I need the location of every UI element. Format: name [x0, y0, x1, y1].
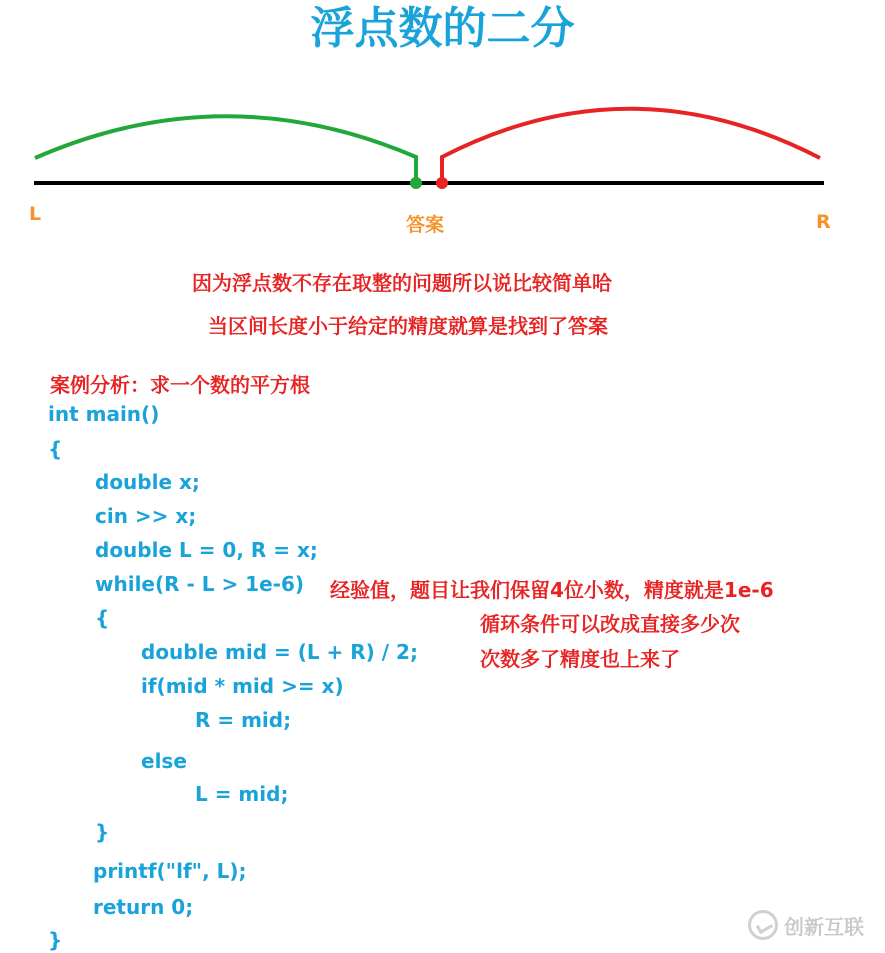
page-title: 浮点数的二分 — [310, 3, 575, 54]
example-heading: 案例分析：求一个数的平方根 — [50, 373, 310, 397]
watermark-logo-icon — [748, 910, 778, 940]
code-line: } — [95, 820, 110, 844]
right-interval-arc — [442, 109, 820, 182]
left-bound-label: L — [29, 203, 42, 225]
side-note: 循环条件可以改成直接多少次 — [480, 612, 740, 636]
watermark — [748, 905, 864, 945]
code-line: int main() — [48, 402, 160, 426]
side-note: 次数多了精度也上来了 — [480, 647, 680, 671]
code-line: else — [141, 749, 187, 773]
code-line: L = mid; — [195, 782, 289, 806]
code-line: return 0; — [93, 895, 194, 919]
code-line: double L = 0, R = x; — [95, 538, 318, 562]
code-line: cin >> x; — [95, 504, 197, 528]
explanation-note: 因为浮点数不存在取整的问题所以说比较简单哈 — [192, 271, 612, 295]
watermark-text: 创新互联 — [784, 914, 864, 939]
code-line: double mid = (L + R) / 2; — [141, 640, 418, 664]
code-line: if(mid * mid >= x) — [141, 674, 344, 698]
right-endpoint-dot — [436, 177, 448, 189]
explanation-note: 当区间长度小于给定的精度就算是找到了答案 — [208, 314, 608, 338]
code-line: while(R - L > 1e-6) — [95, 572, 305, 596]
side-note: 经验值，题目让我们保留4位小数，精度就是1e-6 — [330, 578, 774, 602]
code-line: R = mid; — [195, 708, 292, 732]
code-line: } — [48, 928, 63, 952]
answer-label: 答案 — [406, 214, 445, 236]
left-endpoint-dot — [410, 177, 422, 189]
code-line: { — [48, 437, 63, 461]
right-bound-label: R — [816, 211, 831, 233]
code-line: double x; — [95, 470, 200, 494]
code-line: printf("lf", L); — [93, 859, 247, 883]
code-line: { — [95, 606, 110, 630]
left-interval-arc — [35, 116, 416, 182]
